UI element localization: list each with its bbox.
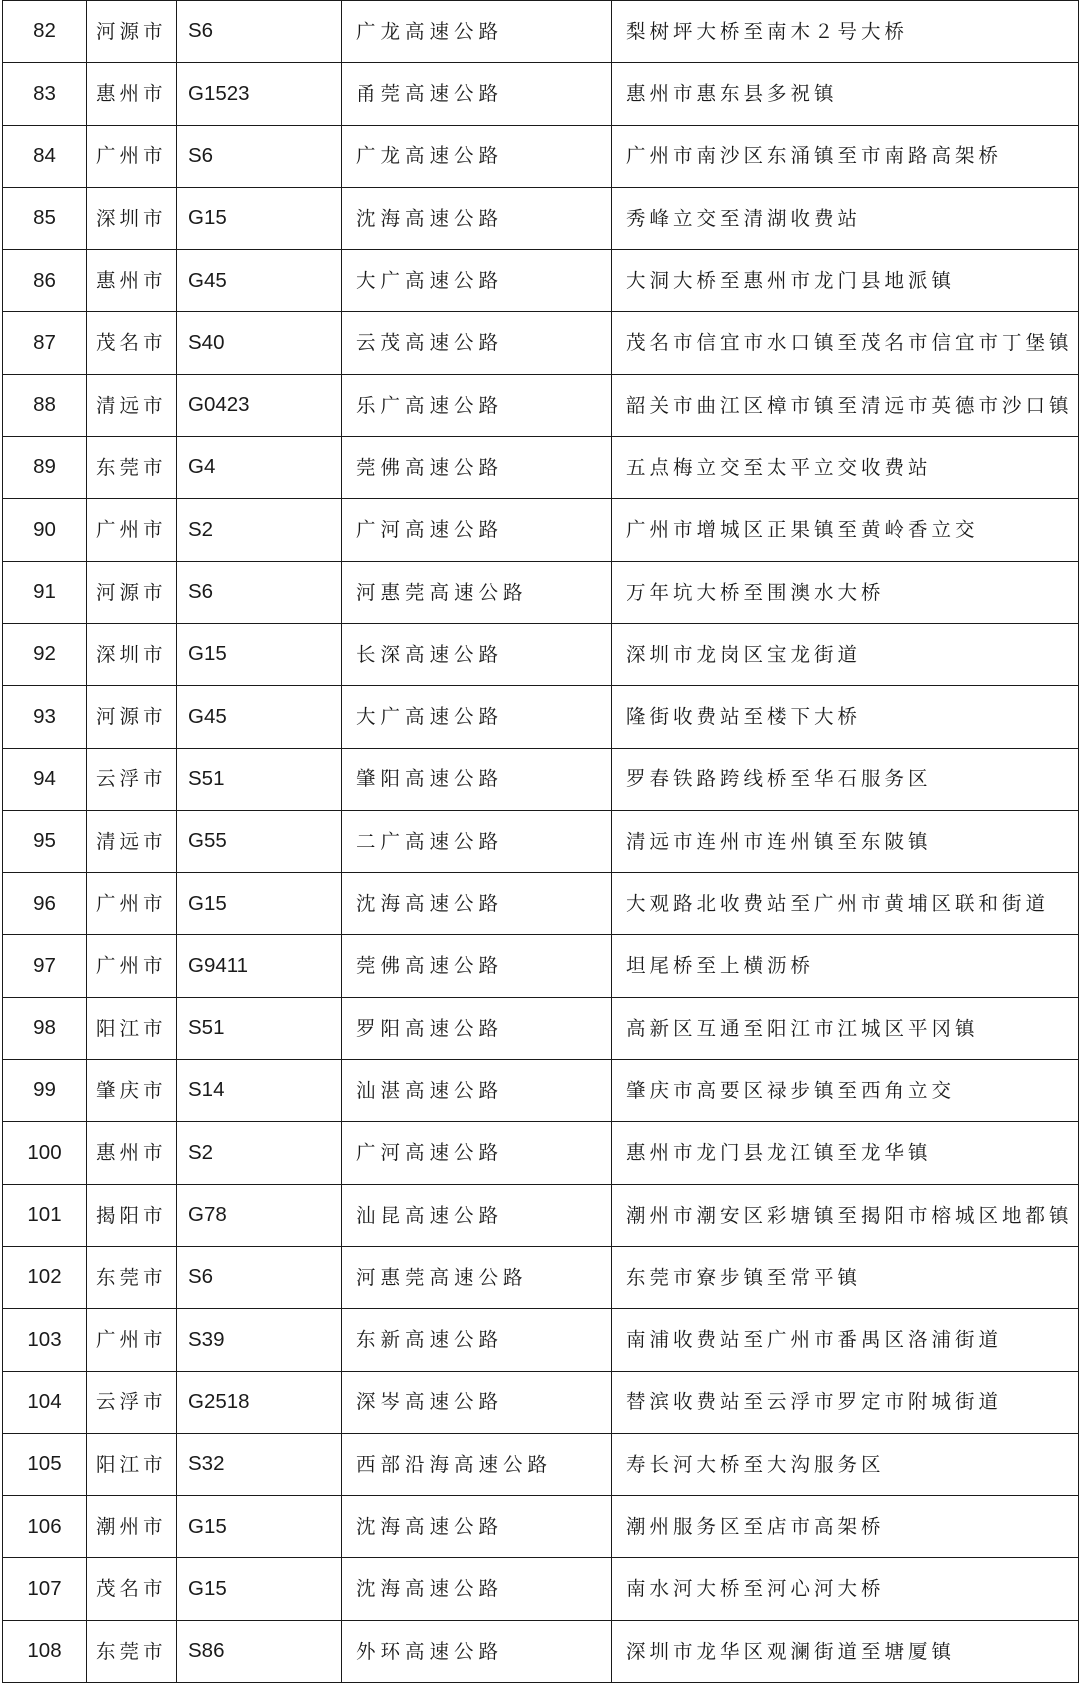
highway-name: 广龙高速公路	[342, 1, 612, 63]
road-section: 潮州市潮安区彩塘镇至揭阳市榕城区地都镇	[612, 1184, 1079, 1246]
table-row	[3, 1558, 1079, 1620]
road-section: 万年坑大桥至围澳水大桥	[612, 561, 1079, 623]
table-row	[3, 1371, 1079, 1433]
highway-name: 西部沿海高速公路	[342, 1433, 612, 1495]
highway-code: S6	[177, 125, 342, 187]
table-row	[3, 686, 1079, 748]
highway-name: 广河高速公路	[342, 499, 612, 561]
highway-name: 大广高速公路	[342, 686, 612, 748]
city-name: 惠州市	[87, 1122, 177, 1184]
road-section: 韶关市曲江区樟市镇至清远市英德市沙口镇	[612, 374, 1079, 436]
row-number: 82	[3, 1, 87, 63]
highway-name: 莞佛高速公路	[342, 935, 612, 997]
highway-section-table	[2, 0, 1078, 1683]
table-row	[3, 1309, 1079, 1371]
highway-code: S86	[177, 1620, 342, 1682]
row-number: 102	[3, 1246, 87, 1308]
row-number: 91	[3, 561, 87, 623]
table-row	[3, 623, 1079, 685]
city-name: 云浮市	[87, 1371, 177, 1433]
city-name: 广州市	[87, 499, 177, 561]
city-name: 河源市	[87, 1, 177, 63]
row-number: 87	[3, 312, 87, 374]
table-row	[3, 1496, 1079, 1558]
table-body	[3, 1, 1079, 1683]
highway-code: S2	[177, 1122, 342, 1184]
highway-code: G15	[177, 873, 342, 935]
highway-code: S51	[177, 748, 342, 810]
highway-code: G2518	[177, 1371, 342, 1433]
road-section: 深圳市龙华区观澜街道至塘厦镇	[612, 1620, 1079, 1682]
row-number: 88	[3, 374, 87, 436]
road-section: 肇庆市高要区禄步镇至西角立交	[612, 1060, 1079, 1122]
row-number: 100	[3, 1122, 87, 1184]
highway-name: 沈海高速公路	[342, 1558, 612, 1620]
row-number: 94	[3, 748, 87, 810]
highway-code: G15	[177, 1496, 342, 1558]
city-name: 河源市	[87, 686, 177, 748]
road-section: 替滨收费站至云浮市罗定市附城街道	[612, 1371, 1079, 1433]
road-section: 隆街收费站至楼下大桥	[612, 686, 1079, 748]
highway-name: 罗阳高速公路	[342, 997, 612, 1059]
table-row	[3, 1060, 1079, 1122]
table-row	[3, 1433, 1079, 1495]
road-section: 大洞大桥至惠州市龙门县地派镇	[612, 250, 1079, 312]
highway-code: S6	[177, 1, 342, 63]
highway-code: S2	[177, 499, 342, 561]
row-number: 85	[3, 187, 87, 249]
highway-name: 广龙高速公路	[342, 125, 612, 187]
table-row	[3, 561, 1079, 623]
row-number: 107	[3, 1558, 87, 1620]
table-row	[3, 1122, 1079, 1184]
table-row	[3, 997, 1079, 1059]
highway-code: G15	[177, 187, 342, 249]
highway-code: G45	[177, 250, 342, 312]
row-number: 86	[3, 250, 87, 312]
row-number: 108	[3, 1620, 87, 1682]
city-name: 广州市	[87, 1309, 177, 1371]
row-number: 103	[3, 1309, 87, 1371]
road-section: 五点梅立交至太平立交收费站	[612, 437, 1079, 499]
highway-name: 乐广高速公路	[342, 374, 612, 436]
city-name: 清远市	[87, 374, 177, 436]
road-section: 寿长河大桥至大沟服务区	[612, 1433, 1079, 1495]
table-row	[3, 312, 1079, 374]
road-section: 南水河大桥至河心河大桥	[612, 1558, 1079, 1620]
highway-code: G4	[177, 437, 342, 499]
road-section: 梨树坪大桥至南木２号大桥	[612, 1, 1079, 63]
row-number: 97	[3, 935, 87, 997]
row-number: 101	[3, 1184, 87, 1246]
road-section: 广州市南沙区东涌镇至市南路高架桥	[612, 125, 1079, 187]
table-row	[3, 125, 1079, 187]
highway-code: G15	[177, 623, 342, 685]
highway-code: S14	[177, 1060, 342, 1122]
highway-name: 外环高速公路	[342, 1620, 612, 1682]
highway-code: G78	[177, 1184, 342, 1246]
road-section: 高新区互通至阳江市江城区平冈镇	[612, 997, 1079, 1059]
table-row	[3, 374, 1079, 436]
highway-name: 肇阳高速公路	[342, 748, 612, 810]
row-number: 95	[3, 810, 87, 872]
highway-code: S40	[177, 312, 342, 374]
highway-name: 河惠莞高速公路	[342, 561, 612, 623]
highway-code: G9411	[177, 935, 342, 997]
table-row	[3, 748, 1079, 810]
table-row	[3, 1, 1079, 63]
highway-name: 深岑高速公路	[342, 1371, 612, 1433]
city-name: 广州市	[87, 125, 177, 187]
row-number: 89	[3, 437, 87, 499]
city-name: 肇庆市	[87, 1060, 177, 1122]
city-name: 深圳市	[87, 623, 177, 685]
road-section: 广州市增城区正果镇至黄岭香立交	[612, 499, 1079, 561]
highway-name: 沈海高速公路	[342, 873, 612, 935]
table-row	[3, 1184, 1079, 1246]
road-section: 大观路北收费站至广州市黄埔区联和街道	[612, 873, 1079, 935]
highway-code: S6	[177, 561, 342, 623]
highway-code: G0423	[177, 374, 342, 436]
highway-name: 广河高速公路	[342, 1122, 612, 1184]
row-number: 105	[3, 1433, 87, 1495]
road-section: 深圳市龙岗区宝龙街道	[612, 623, 1079, 685]
highway-code: G55	[177, 810, 342, 872]
table-row	[3, 63, 1079, 125]
highway-name: 二广高速公路	[342, 810, 612, 872]
row-number: 96	[3, 873, 87, 935]
road-section: 坦尾桥至上横沥桥	[612, 935, 1079, 997]
row-number: 104	[3, 1371, 87, 1433]
highway-name: 长深高速公路	[342, 623, 612, 685]
highway-name: 莞佛高速公路	[342, 437, 612, 499]
road-section: 秀峰立交至清湖收费站	[612, 187, 1079, 249]
highway-name: 云茂高速公路	[342, 312, 612, 374]
highway-name: 汕湛高速公路	[342, 1060, 612, 1122]
city-name: 潮州市	[87, 1496, 177, 1558]
road-section: 潮州服务区至店市高架桥	[612, 1496, 1079, 1558]
city-name: 阳江市	[87, 997, 177, 1059]
city-name: 惠州市	[87, 63, 177, 125]
road-section: 南浦收费站至广州市番禺区洛浦街道	[612, 1309, 1079, 1371]
city-name: 清远市	[87, 810, 177, 872]
table-row	[3, 187, 1079, 249]
highway-name: 河惠莞高速公路	[342, 1246, 612, 1308]
table-row	[3, 935, 1079, 997]
city-name: 茂名市	[87, 312, 177, 374]
highway-code: S6	[177, 1246, 342, 1308]
city-name: 深圳市	[87, 187, 177, 249]
city-name: 阳江市	[87, 1433, 177, 1495]
road-section: 清远市连州市连州镇至东陂镇	[612, 810, 1079, 872]
city-name: 云浮市	[87, 748, 177, 810]
highway-name: 甬莞高速公路	[342, 63, 612, 125]
table-row	[3, 1246, 1079, 1308]
table-row	[3, 499, 1079, 561]
road-section: 惠州市龙门县龙江镇至龙华镇	[612, 1122, 1079, 1184]
highway-code: G1523	[177, 63, 342, 125]
city-name: 茂名市	[87, 1558, 177, 1620]
highway-name: 东新高速公路	[342, 1309, 612, 1371]
row-number: 93	[3, 686, 87, 748]
row-number: 83	[3, 63, 87, 125]
city-name: 惠州市	[87, 250, 177, 312]
city-name: 东莞市	[87, 437, 177, 499]
highway-code: S32	[177, 1433, 342, 1495]
row-number: 98	[3, 997, 87, 1059]
table-row	[3, 873, 1079, 935]
city-name: 广州市	[87, 935, 177, 997]
table-row	[3, 250, 1079, 312]
city-name: 河源市	[87, 561, 177, 623]
road-section: 茂名市信宜市水口镇至茂名市信宜市丁堡镇	[612, 312, 1079, 374]
road-section: 惠州市惠东县多祝镇	[612, 63, 1079, 125]
row-number: 106	[3, 1496, 87, 1558]
city-name: 东莞市	[87, 1620, 177, 1682]
data-table	[2, 0, 1079, 1683]
road-section: 东莞市寮步镇至常平镇	[612, 1246, 1079, 1308]
highway-name: 沈海高速公路	[342, 1496, 612, 1558]
highway-code: S51	[177, 997, 342, 1059]
highway-name: 沈海高速公路	[342, 187, 612, 249]
row-number: 92	[3, 623, 87, 685]
highway-code: S39	[177, 1309, 342, 1371]
highway-name: 大广高速公路	[342, 250, 612, 312]
highway-code: G15	[177, 1558, 342, 1620]
row-number: 84	[3, 125, 87, 187]
table-row	[3, 437, 1079, 499]
city-name: 东莞市	[87, 1246, 177, 1308]
row-number: 99	[3, 1060, 87, 1122]
city-name: 揭阳市	[87, 1184, 177, 1246]
row-number: 90	[3, 499, 87, 561]
table-row	[3, 810, 1079, 872]
highway-code: G45	[177, 686, 342, 748]
road-section: 罗春铁路跨线桥至华石服务区	[612, 748, 1079, 810]
highway-name: 汕昆高速公路	[342, 1184, 612, 1246]
table-row	[3, 1620, 1079, 1682]
city-name: 广州市	[87, 873, 177, 935]
